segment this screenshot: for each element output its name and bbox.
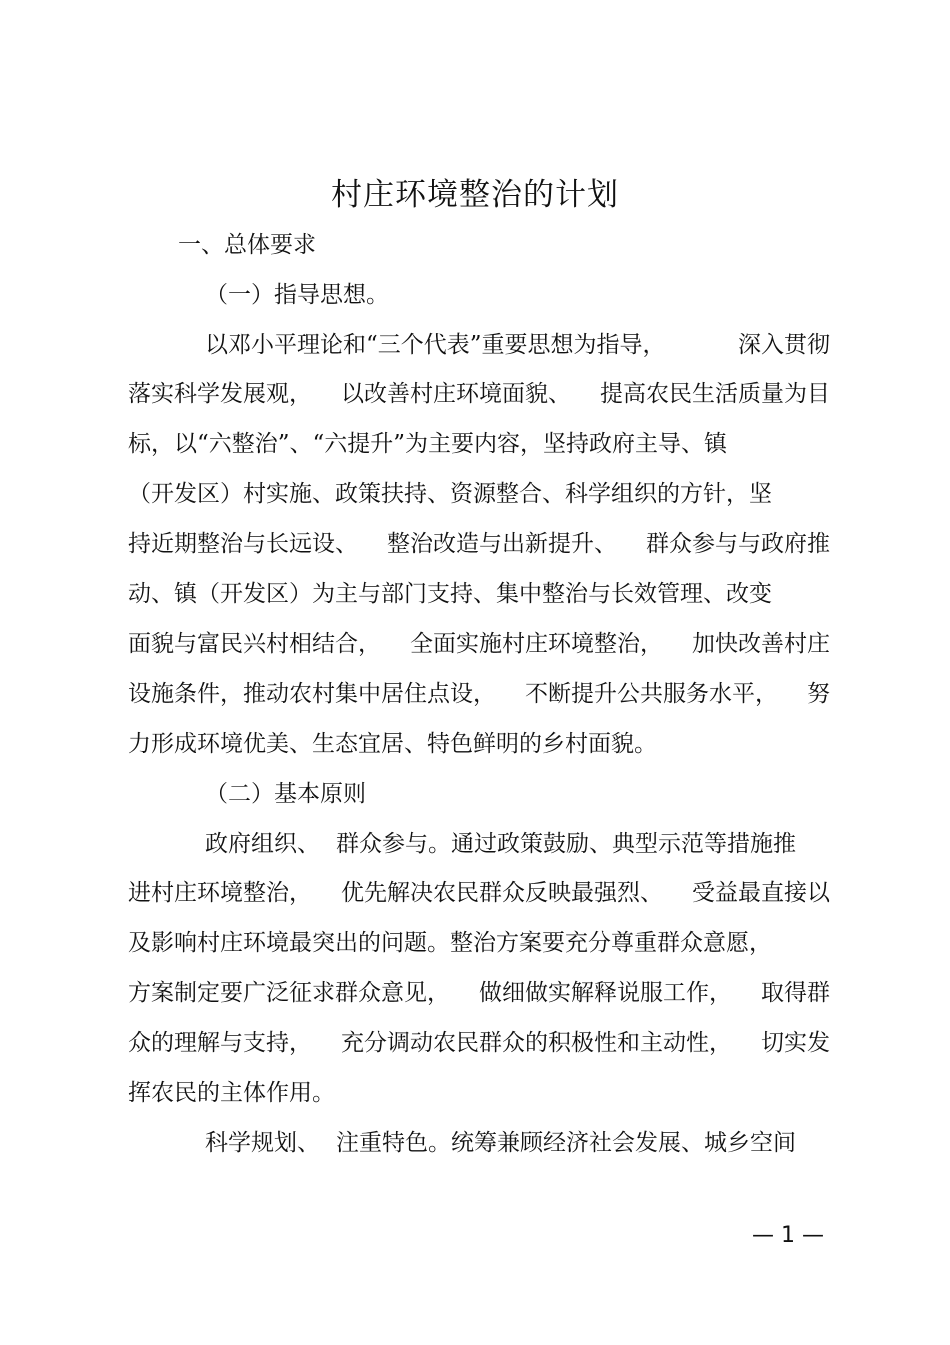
section-heading-general-requirements: 一、总体要求 [178,232,316,258]
text-segment: 深入贯彻 [738,332,830,358]
text-segment: 面貌与富民兴村相结合， [128,631,381,657]
text-segment: 方案制定要广泛征求群众意见， [128,980,450,1006]
text-segment: 持近期整治与长远设、 [128,531,358,557]
paragraph-line: （开发区）村实施、政策扶持、资源整合、科学组织的方针，坚 [128,481,772,507]
text-segment: 众的理解与支持， [128,1030,312,1056]
paragraph-line [128,624,830,664]
text-segment: 做细做实解释说服工作， [479,980,732,1006]
paragraph-line: 动、镇（开发区）为主与部门支持、集中整治与长效管理、改变 [128,581,772,607]
text-segment: 科学规划、 [205,1130,320,1156]
paragraph-line [128,1023,830,1063]
text-segment: 注重特色。统筹兼顾经济社会发展、城乡空间 [336,1130,796,1156]
text-segment: 优先解决农民群众反映最强烈、 [341,880,663,906]
text-segment: 政府组织、 [205,831,320,857]
text-segment: 以改善村庄环境面貌、 [341,381,571,407]
text-segment: 整治改造与出新提升、 [387,531,617,557]
paragraph-line [128,524,830,564]
paragraph-line: 挥农民的主体作用。 [128,1080,335,1106]
page-number: — 1 — [752,1223,824,1248]
text-segment: 加快改善村庄 [692,631,830,657]
text-segment: 落实科学发展观， [128,381,312,407]
subsection-heading-guiding-ideology: （一）指导思想。 [205,282,389,308]
text-segment: 进村庄环境整治， [128,880,312,906]
text-segment: 努 [807,681,830,707]
text-segment: 不断提升公共服务水平， [525,681,778,707]
paragraph-line: 力形成环境优美、生态宜居、特色鲜明的乡村面貌。 [128,731,657,757]
text-segment: 取得群 [761,980,830,1006]
document-title: 村庄环境整治的计划 [331,177,619,213]
paragraph-line: 及影响村庄环境最突出的问题。整治方案要充分尊重群众意愿， [128,930,772,956]
text-segment: 群众参与。通过政策鼓励、典型示范等措施推 [336,831,796,857]
paragraph-line [205,824,796,864]
paragraph-line [128,374,830,414]
text-segment: 全面实施村庄环境整治， [410,631,663,657]
text-segment: 充分调动农民群众的积极性和主动性， [341,1030,732,1056]
paragraph-line [205,325,830,365]
text-segment: 受益最直接以 [692,880,830,906]
text-segment: 切实发 [761,1030,830,1056]
text-segment: 群众参与与政府推 [646,531,830,557]
paragraph-line [128,873,830,913]
paragraph-line [205,1123,796,1163]
paragraph-line [128,674,830,714]
subsection-heading-basic-principles: （二）基本原则 [205,781,366,807]
paragraph-line: 标，以“六整治”、“六提升”为主要内容，坚持政府主导、镇 [128,431,728,457]
text-segment: 提高农民生活质量为目 [600,381,830,407]
text-segment: 设施条件，推动农村集中居住点设， [128,681,496,707]
paragraph-line [128,973,830,1013]
text-segment: 以邓小平理论和“三个代表”重要思想为指导， [205,332,666,358]
